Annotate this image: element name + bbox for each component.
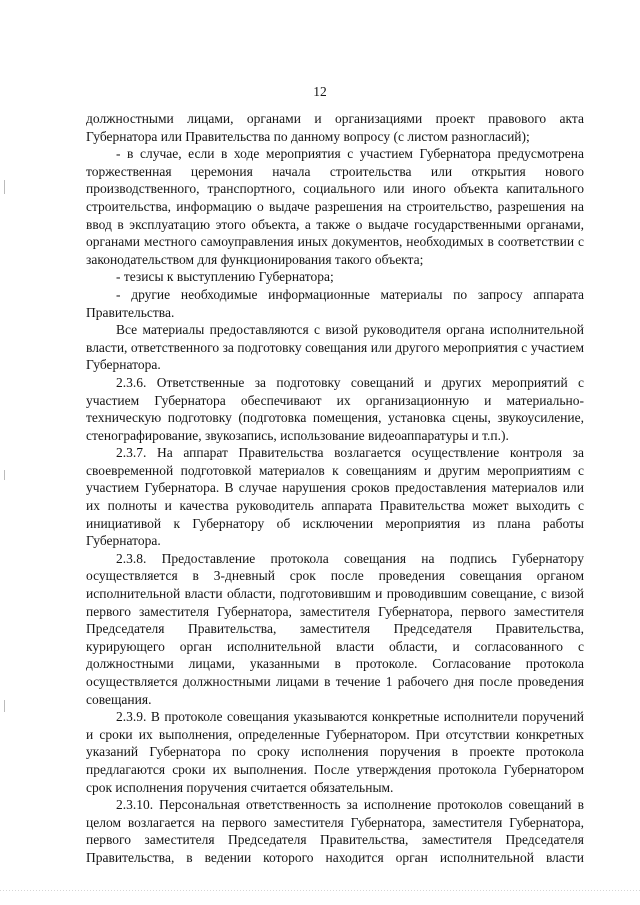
paragraph-ceremony-info: - в случае, если в ходе мероприятия с участием Губернатора предусмотрена торжественная церемония начала строительства или открытия нового производственного, транспортного, социального или иного объекта капитального строительства, информацию о выдаче разрешения на строительство, разрешения на ввод в эксплуатацию этого объекта, а также о выдаче государственными органами, органами местного самоуправления иных документов, необходимых в соответствии с законодательством для функционирования такого объекта; [86, 146, 584, 267]
paragraph-2-3-9: 2.3.9. В протоколе совещания указываются конкретные исполнители поручений и сроки их выполнения, определенные Губернатором. При отсутствии конкретных указаний Губернатора по сроку исполнения поручения в проекте протокола предлагаются сроки их выполнения. После утверждения протокола Губернатором срок исполнения поручения считается обязательным. [86, 709, 584, 795]
paragraph-list-continuation: должностными лицами, органами и организациями проект правового акта Губернатора или Правительства по данному вопросу (с листом разногласий); [86, 111, 584, 144]
paragraph-2-3-7: 2.3.7. На аппарат Правительства возлагается осуществление контроля за своевременной подготовкой материалов к совещаниям и другим мероприятиям с участием Губернатора. В случае нарушения сроков предоставления материалов или их полноты и качества руководитель аппарата Правительства может выходить с инициативой к Губернатору об исключении мероприятия из плана работы Губернатора. [86, 445, 584, 549]
paragraph-other-materials: - другие необходимые информационные материалы по запросу аппарата Правительства. [86, 286, 584, 320]
scan-edge-mark [4, 180, 5, 194]
page-number: 12 [313, 84, 327, 99]
paragraph-2-3-6: 2.3.6. Ответственные за подготовку совещаний и других мероприятий с участием Губернатора обеспечивают их организационную и материально-техническую подготовку (подготовка помещения, установка сцены, звукоусиление, стенографирование, звукозапись, использование видеоаппаратуры и т.п.). [86, 374, 584, 443]
paragraph-speech-theses: - тезисы к выступлению Губернатора; [116, 269, 334, 285]
paragraph-2-3-10: 2.3.10. Персональная ответственность за исполнение протоколов совещаний в целом возлагается на первого заместителя Губернатора, заместителя Губернатора, первого заместителя Председателя Правительства, заместителя Председателя Правительства, в ведении которого находится орган исполнительной власти [86, 797, 584, 865]
document-body [86, 110, 584, 867]
paragraph-2-3-8: 2.3.8. Предоставление протокола совещания на подпись Губернатору осуществляется в 3-дневный срок после проведения совещания органом исполнительной власти области, подготовившим и проводившим совещание, с визой первого заместителя Губернатора, заместителя Губернатора, первого заместителя Председателя Правительства, заместителя Председателя Правительства, курирующего орган исполнительной власти области, и согласованного с должностными лицами, указанными в протоколе. Согласование протокола осуществляется должностными лицами в течение 1 рабочего дня после проведения совещания. [86, 550, 584, 707]
paragraph-materials-visa: Все материалы предоставляются с визой руководителя органа исполнительной власти, ответственного за подготовку совещания или другого мероприятия с участием Губернатора. [86, 322, 584, 373]
scan-edge-mark [4, 470, 5, 480]
scan-edge-mark [4, 700, 5, 712]
scan-bottom-edge [0, 890, 640, 891]
